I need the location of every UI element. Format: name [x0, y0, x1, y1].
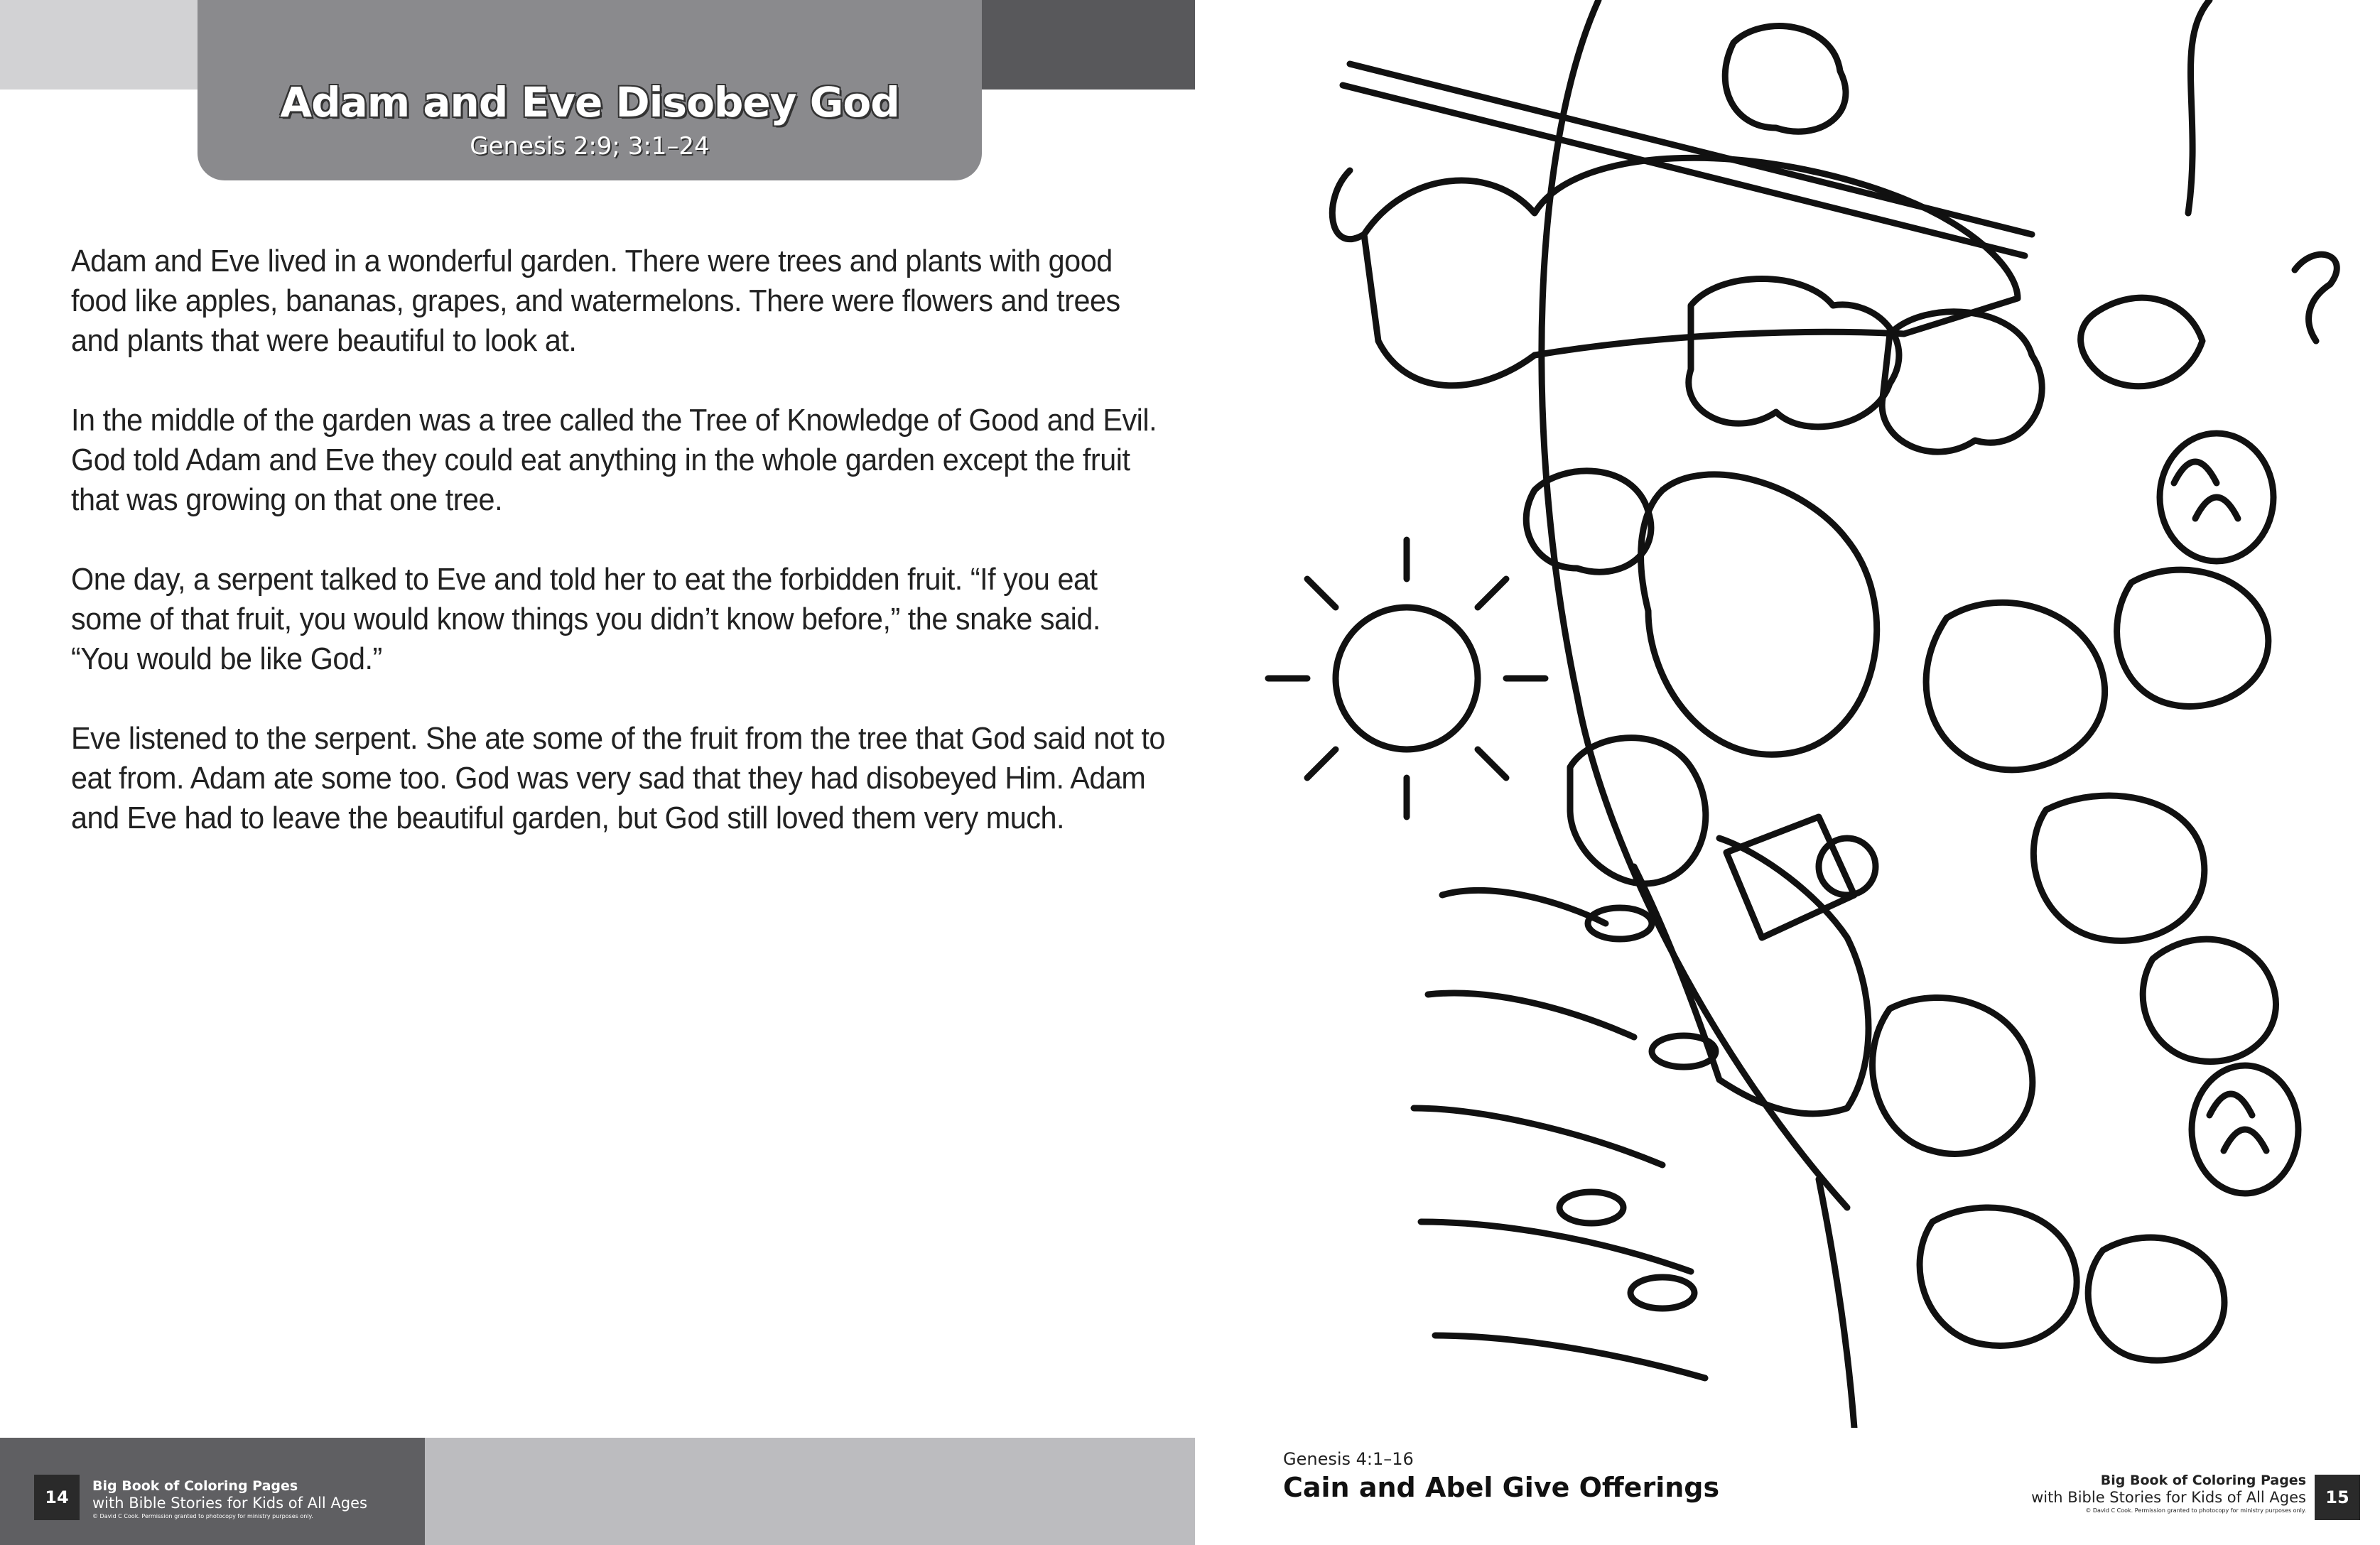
- copyright-text: © David C Cook. Permission granted to photocopy for ministry purposes only.: [92, 1513, 313, 1519]
- corn-cob: [1588, 908, 1652, 939]
- leaf: [1920, 1208, 2077, 1345]
- book-title-right: [2031, 1472, 2306, 1516]
- copyright-text: © David C Cook. Permission granted to photocopy for ministry purposes only.: [2085, 1507, 2306, 1514]
- leaf: [2143, 939, 2276, 1061]
- hill-outline: [1542, 0, 1847, 1208]
- paragraph: In the middle of the garden was a tree called the Tree of Knowledge of Good and Evil. God told Adam and Eve they could eat anything in the whole garden except the fruit that was growing on that one tree.: [71, 403, 1157, 517]
- book-title-line1: Big Book of Coloring Pages: [92, 1478, 298, 1494]
- story-text: [71, 242, 1165, 878]
- illustration-reference: Genesis 4:1–16: [1283, 1449, 1414, 1469]
- leaf: [2117, 570, 2268, 706]
- scripture-reference: Genesis 2:9; 3:1–24: [470, 132, 710, 161]
- corn: [1414, 891, 1705, 1378]
- page-number-left: 14: [34, 1475, 80, 1520]
- book-title-line2: with Bible Stories for Kids of All Ages: [2031, 1489, 2306, 1506]
- paragraph: Adam and Eve lived in a wonderful garden. There were trees and plants with good food like apples, bananas, grapes, and watermelons. There were flowers and trees and plants that were beautiful to look at.: [71, 244, 1120, 358]
- header-band-light: [0, 0, 198, 90]
- corn-cob: [1652, 1036, 1716, 1067]
- footer-band-light: [425, 1438, 1195, 1545]
- book-title-line2: with Bible Stories for Kids of All Ages: [92, 1495, 367, 1512]
- leaf: [2033, 796, 2204, 940]
- sheep: [1689, 279, 1899, 427]
- sun-rays: [1268, 540, 1545, 817]
- sheep: [1641, 475, 1877, 754]
- coloring-illustration: [1265, 0, 2373, 1428]
- leaf: [2088, 1237, 2224, 1360]
- header-band-dark: [982, 0, 1195, 90]
- book-title-line1: Big Book of Coloring Pages: [2100, 1473, 2306, 1488]
- illustration-title: Cain and Abel Give Offerings: [1283, 1472, 1720, 1503]
- hill-right: [2188, 0, 2209, 213]
- vine: [2295, 254, 2337, 341]
- ground-line: [1819, 1179, 1854, 1428]
- book-title-left: [92, 1478, 367, 1522]
- corn-cob: [1559, 1192, 1623, 1223]
- sun-icon: [1336, 607, 1478, 749]
- leaf: [2081, 298, 2202, 386]
- sheep: [1725, 26, 1846, 132]
- corn-cob: [1630, 1277, 1694, 1308]
- title-box: [198, 0, 982, 180]
- leaf: [1873, 997, 2033, 1154]
- leaf: [1926, 602, 2104, 770]
- page-title: Adam and Eve Disobey God: [280, 78, 899, 126]
- paragraph: Eve listened to the serpent. She ate some of the fruit from the tree that God said not to eat from. Adam ate some too. God was very sad that they had disobeyed Him. Adam and Eve had to leave the beautiful garden, but God still loved them very much.: [71, 721, 1165, 835]
- paragraph: One day, a serpent talked to Eve and told her to eat the forbidden fruit. “If you eat some of that fruit, you would know things you didn’t know before,” the snake said. “You would be like God.”: [71, 562, 1100, 676]
- page-number-right: 15: [2315, 1475, 2360, 1520]
